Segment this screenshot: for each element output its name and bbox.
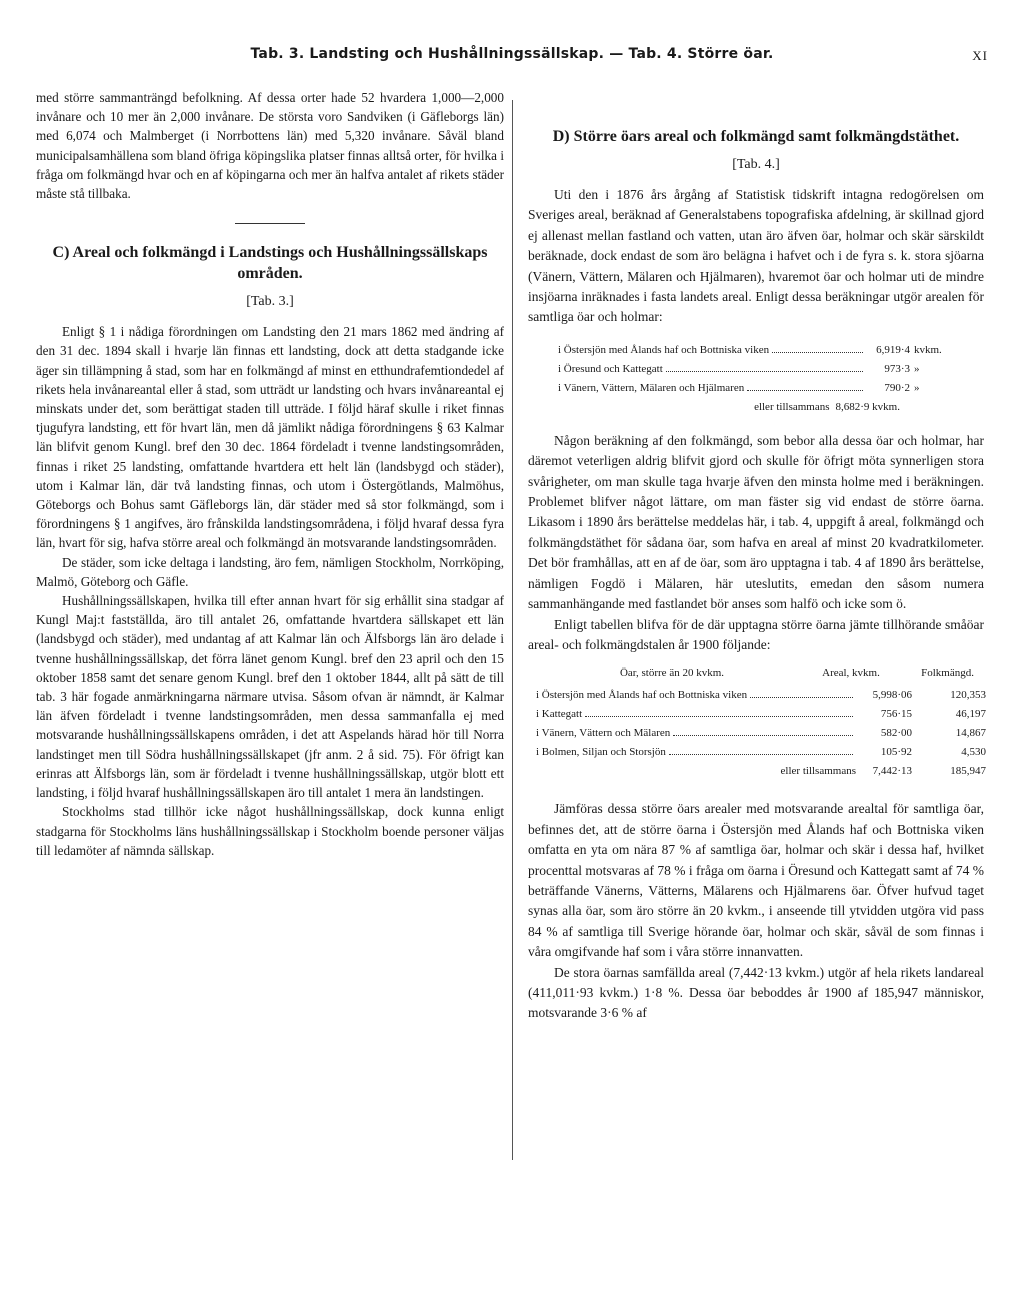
section-heading-c: C) Areal och folkmängd i Landstings och Hushållningssällskaps områden. bbox=[52, 244, 488, 283]
table-header bbox=[536, 667, 986, 689]
table-reference-c: [Tab. 3.] bbox=[246, 294, 294, 310]
column-header-population: Folkmängd. bbox=[921, 667, 974, 680]
table-row bbox=[536, 727, 986, 746]
row-area: 582·00 bbox=[880, 727, 912, 740]
leader-dots bbox=[673, 735, 853, 736]
paragraph-jamforelse: Jämföras dessa större öars arealer med motsvarande arealtal för samtliga öar, befinnes det, att de större öarna i Östersjön med Ålands haf och Bottniska viken omfatta en yta om nära 87 % af samtliga öar, holmar och skär i dessa haf, hvilket procenttal motsvaras af 78 % i fråga om öarna i Öresund och Kattegatt samt af 74 % beträffande Vänerns, Vätterns, Mälarens och Hjälmarens öar. Öfver hufvud taget synas alla öar, som äro större än 20 kvkm., i anseende till ytvidden utgöra vid pass 84 % af samtliga till Sverige hörande öar, holmar och skär, såväl de som finnas i våra omgifvande haf som i våra större innanvatten. bbox=[528, 801, 984, 960]
running-title: Tab. 3. Landsting och Hushållningssällskap. — Tab. 4. Större öar. bbox=[250, 46, 774, 62]
table-total-row bbox=[558, 401, 958, 421]
row-population: 14,867 bbox=[955, 727, 986, 740]
table-row bbox=[536, 746, 986, 765]
column-header-area: Areal, kvkm. bbox=[822, 667, 880, 680]
leader-dots bbox=[585, 716, 853, 717]
row-name: i Vänern, Vättern, Mälaren och Hjälmaren bbox=[558, 381, 745, 394]
table-row bbox=[558, 344, 958, 363]
paragraph-hushallningssallskap: Hushållningssällskapen, hvilka till efter annan hvart för sig erhållit sina stadgar af Kungl Maj:t fastställda, äro till antalet 26, omfattande hvartdera sällskapet ett län (landsbygd och städer), med undantag af att Kalmar län och Älfsborgs län äro delade i tvenne hushållningssällskap, det förra länet genom Kungl. bref den 23 april och den 15 oktober 1858 samt det senare genom Kungl. bref den 1 oktober 1844, allt på sätt de till tab. 3 här fogade anmärkningarna närmare utvisa. Såsom ofvan är nämndt, är Kalmar län äfven fördeladt i tvenne landstingsområden, men dessa sammanfalla ej med motsvarande hushållningssällskapens områden, i det att Aspelands härad hör till Norra landstinget men till Södra hushållningssällskapet (jfr anm. 2 å sid. 75). För öfrigt kan erinras att Älfsborgs län, som är fördeladt i tvenne hushållningssällskap, utgör blott ett landsting, i följd hvaraf hushållningssällskapen äro till antalet 1 mera än landstingen. bbox=[36, 593, 504, 801]
row-name: i Kattegatt bbox=[536, 708, 583, 721]
row-unit: » bbox=[914, 362, 920, 375]
row-area: 5,998·06 bbox=[872, 689, 912, 702]
paragraph-samfallda-areal: De stora öarnas samfällda areal (7,442·13 kvkm.) utgör af hela rikets landareal (411,011·93 kvkm.) 1·8 %. Dessa öar beboddes år 1900 af 185,947 människor, motsvarande 3·6 % af bbox=[528, 964, 984, 1021]
row-name: i Vänern, Vättern och Mälaren bbox=[536, 727, 671, 740]
left-column bbox=[36, 88, 504, 860]
total-population: 185,947 bbox=[950, 765, 986, 778]
row-unit: kvkm. bbox=[914, 343, 942, 356]
row-population: 4,530 bbox=[961, 746, 986, 759]
paragraph-folkmangd: Någon beräkning af den folkmängd, som bebor alla dessa öar och holmar, har däremot veterligen aldrig blifvit gjord och skulle för öfrigt möta synnerligen stora svårigheter, om man skulle taga hvarje äfven den minsta holme med i beräkningen. Problemet blifver något lättare, om man fäster sig vid endast de större öarna. Likasom i 1890 års berättelse meddelas här, i tab. 4, uppgift å areal, folkmängd och folkmängdstäthet för sådana öar, som hafva en areal af minst 20 kvadratkilometer. Det bör framhållas, att en af de öar, som äro upptagna i tab. 4 af 1890 års berättelse, nämligen Fogdö i Mälaren, här uteslutits, emedan den såsom numera sammanhängande med fastlandet bör anses som halfö och icke som ö. bbox=[528, 432, 984, 612]
row-name: i Öresund och Kattegatt bbox=[558, 362, 663, 375]
page-header bbox=[0, 46, 1024, 70]
row-population: 46,197 bbox=[955, 708, 986, 721]
row-value: 6,919·4 bbox=[876, 343, 910, 356]
column-header-name: Öar, större än 20 kvkm. bbox=[619, 667, 725, 680]
row-value: 973·3 bbox=[884, 362, 910, 375]
paragraph-tabellen: Enligt tabellen blifva för de där upptagna större öarna jämte tillhörande småöar areal- och folkmängdstalen år 1900 följande: bbox=[528, 616, 984, 652]
row-population: 120,353 bbox=[950, 689, 986, 702]
row-name: i Östersjön med Ålands haf och Bottniska viken bbox=[536, 689, 748, 702]
row-area: 756·15 bbox=[880, 708, 912, 721]
section-rule bbox=[235, 223, 305, 224]
table-row bbox=[558, 363, 958, 382]
total-label: eller tillsammans bbox=[754, 400, 830, 413]
section-heading-d: D) Större öars areal och folkmängd samt folkmängdstäthet. bbox=[552, 128, 960, 145]
paragraph-areal: Uti den i 1876 års årgång af Statistisk tidskrift intagna redogörelsen om Sveriges areal, beräknad af Generalstabens topografiska afdelning, är skillnad gjord ej allenast mellan fastland och vatten, utan äro äfven öar, holmar och skär särskildt beräknade, dock endast de som äro belägna i hafvet och i de fyra s. k. stora sjöarna (Vänern, Vättern, Mälaren och Hjälmaren), hvaremot öar och holmar uti de mindre insjöarna inräknades i fasta landets areal. Enligt dessa beräkningar utgör arealen för samtliga öar och holmar: bbox=[528, 187, 984, 325]
row-unit: » bbox=[914, 381, 920, 394]
leader-dots bbox=[750, 697, 853, 698]
page-number: XI bbox=[972, 48, 988, 63]
islands-area-table bbox=[558, 344, 958, 421]
total-label: eller tillsammans bbox=[780, 765, 856, 778]
row-name: i Östersjön med Ålands haf och Bottniska viken bbox=[558, 343, 770, 356]
leader-dots bbox=[669, 754, 853, 755]
column-divider bbox=[512, 100, 513, 1160]
row-value: 790·2 bbox=[884, 381, 910, 394]
paragraph-stader: De städer, som icke deltaga i landsting, äro fem, nämligen Stockholm, Norrköping, Malmö, Göteborg och Gäfle. bbox=[36, 554, 504, 589]
table-row bbox=[558, 382, 958, 401]
table-total-row bbox=[536, 765, 986, 785]
table-row bbox=[536, 708, 986, 727]
leader-dots bbox=[666, 371, 863, 372]
total-value: 8,682·9 kvkm. bbox=[835, 400, 900, 413]
larger-islands-table bbox=[536, 667, 986, 785]
total-area: 7,442·13 bbox=[872, 765, 912, 778]
row-name: i Bolmen, Siljan och Storsjön bbox=[536, 746, 666, 759]
paragraph-stockholm: Stockholms stad tillhör icke något hushållningssällskap, dock kunna enligt stadgarna för Stockholms läns hushållningssällskap i Stockholm boende personer väljas till ledamöter af nämnda sällskap. bbox=[36, 804, 504, 858]
paragraph-intro: med större sammanträngd befolkning. Af dessa orter hade 52 hvardera 1,000—2,000 invånare och 10 mer än 2,000 invånare. De största voro Sandviken (i Gäfleborgs län) med 6,074 och Malmberget (i Norrbottens län) med 5,320 invånare. Såväl bland municipalsamhällena som bland öfriga köpingslika platser finnas alltså orter, för hvilka i fråga om folkmängd hvar och en af köpingarna och mer än halfva antalet af rikets städer måste stå tillbaka. bbox=[36, 90, 504, 202]
paragraph-landsting: Enligt § 1 i nådiga förordningen om Landsting den 21 mars 1862 med ändring af den 31 dec. 1894 skall i hvarje län finnas ett landsting, dock att detta stadgande icke äger sin tillämpning å stad, som har en folkmängd af minst en etthundrafemtiondedel af rikets hela invånareantal eller å stad, som utträdt ur landsting och hvars invånareantal ej minskats under det, som berättigat staden till utträde. I följd häraf skulle i riket finnas tjugufyra landsting, ett för hvart län, men då jämlikt nådiga förordningens § 63 Kalmar län blifvit genom Kungl. bref den 30 dec. 1864 fördeladt i tvenne landstingsområden, finnas i riket 25 landsting, omfattande hvartdera ett helt län (landsbygd och städer), utom i Kalmar län, där två landsting finnas, och utom i Östergötlands, Malmöhus, Göteborgs och Bohus samt Gäfleborgs län, där städer med så stor folkmängd, som i förordningens § 1 angifves, äro frånskilda landstingsområdena, i följd hvaraf dessa fyra län, hvart för sig, hafva större areal och folkmängd än motsvarande landstingsområden. bbox=[36, 324, 504, 551]
table-reference-d: [Tab. 4.] bbox=[732, 157, 780, 172]
row-area: 105·92 bbox=[880, 746, 912, 759]
right-column bbox=[528, 88, 984, 1024]
table-row bbox=[536, 689, 986, 708]
leader-dots bbox=[747, 390, 863, 391]
leader-dots bbox=[772, 352, 863, 353]
